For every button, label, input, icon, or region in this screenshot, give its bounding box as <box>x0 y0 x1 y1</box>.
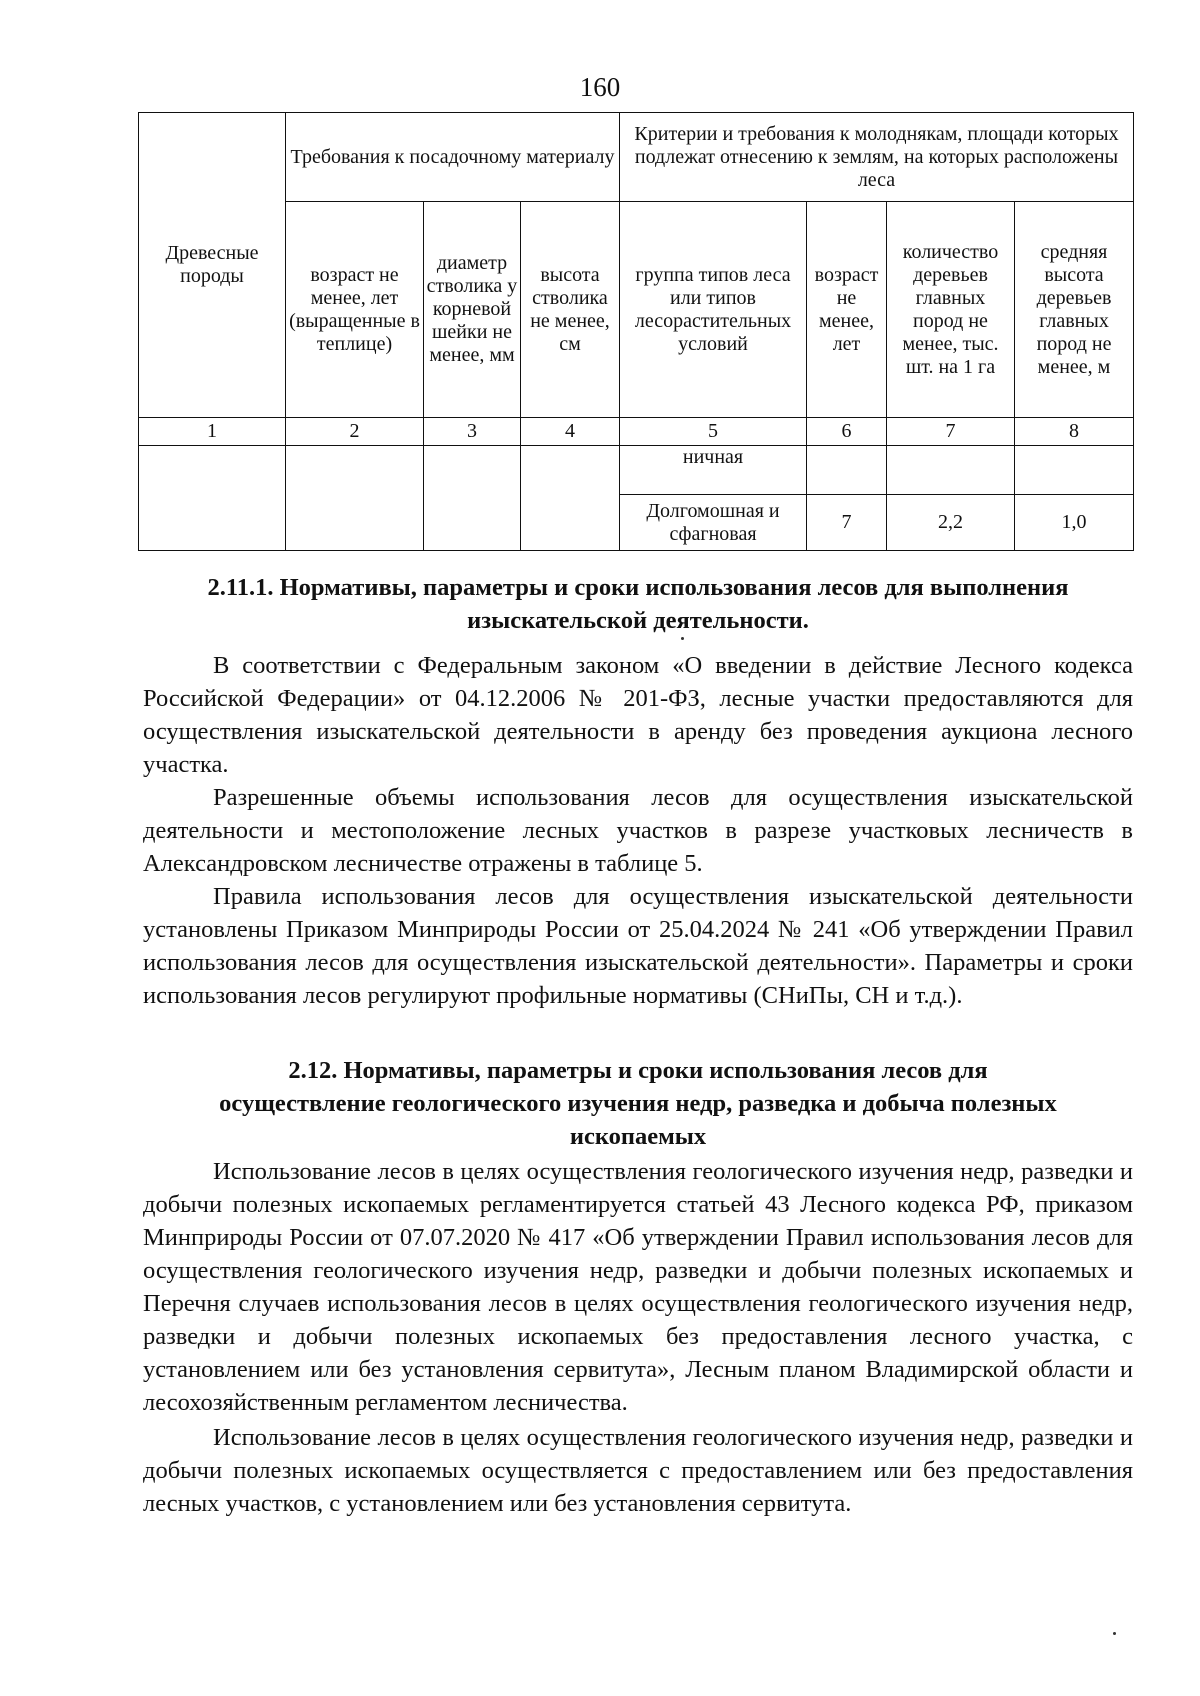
scan-speck <box>1113 1632 1116 1635</box>
column-number: 4 <box>521 418 620 446</box>
paragraph: В соответствии с Федеральным законом «О введении в действие Лесного кодекса Российской Федерации» от 04.12.2006 № 201-ФЗ, лесные участки предоставляются для осуществления изыскательской деятельности в аренду без проведения аукциона лесного участка. <box>143 652 1133 778</box>
scan-speck <box>681 637 684 640</box>
header-forest-type: группа типов леса или типов лесорастительных условий <box>620 202 807 418</box>
header-planting-material: Требования к посадочному материалу <box>286 113 620 202</box>
cell-avg-height <box>1015 446 1134 495</box>
cell-height <box>521 446 620 551</box>
cell-young-age <box>807 446 887 495</box>
cell-species <box>139 446 286 551</box>
column-number: 1 <box>139 418 286 446</box>
cell-forest-type: Долгомошная и сфагновая <box>620 495 807 551</box>
column-number: 5 <box>620 418 807 446</box>
header-diameter: диаметр стволика у корневой шейки не менее, мм <box>424 202 521 418</box>
header-avg-height: средняя высота деревьев главных пород не менее, м <box>1015 202 1134 418</box>
column-number: 7 <box>887 418 1015 446</box>
header-height: высота стволика не менее, см <box>521 202 620 418</box>
paragraph: Использование лесов в целях осуществления геологического изучения недр, разведки и добычи полезных ископаемых осуществляется с предоставлением или без предоставления лесных участков, с установлением или без установления сервитута. <box>143 1424 1133 1517</box>
column-number: 8 <box>1015 418 1134 446</box>
paragraph: Правила использования лесов для осуществления изыскательской деятельности установлены Приказом Минприроды России от 25.04.2024 № 241 «Об утверждении Правил использования лесов для осуществления изыскательской деятельности». Параметры и сроки использования лесов регулируют профильные нормативы (СНиПы, СН и т.д.). <box>143 883 1133 1009</box>
header-row-groups <box>139 113 1134 202</box>
page-number: 160 <box>579 72 621 102</box>
cell-age <box>286 446 424 551</box>
column-number: 3 <box>424 418 521 446</box>
cell-diameter <box>424 446 521 551</box>
header-age: возраст не менее, лет (выращенные в теплице) <box>286 202 424 418</box>
column-numbers-row <box>139 418 1134 446</box>
header-tree-count: количество деревьев главных пород не менее, тыс. шт. на 1 га <box>887 202 1015 418</box>
cell-forest-type: ничная <box>620 446 807 495</box>
norms-table <box>138 112 1134 551</box>
section-heading: 2.11.1. Нормативы, параметры и сроки использования лесов для выполнения изыскательской деятельности. <box>207 574 1069 634</box>
header-young-stands: Критерии и требования к молоднякам, площади которых подлежат отнесению к землям, на которых расположены леса <box>620 113 1134 202</box>
column-number: 2 <box>286 418 424 446</box>
section-heading: 2.12. Нормативы, параметры и сроки использования лесов для осуществление геологического изучения недр, разведка и добыча полезных ископаемых <box>219 1057 1057 1150</box>
cell-tree-count <box>887 446 1015 495</box>
header-species: Древесные породы <box>139 113 286 418</box>
header-young-age: возраст не менее, лет <box>807 202 887 418</box>
cell-avg-height: 1,0 <box>1015 495 1134 551</box>
section-2-12 <box>143 1054 1133 1520</box>
section-2-11-1 <box>143 571 1133 1012</box>
column-number: 6 <box>807 418 887 446</box>
paragraph: Разрешенные объемы использования лесов для осуществления изыскательской деятельности и местоположение лесных участков в разрезе участковых лесничеств в Александровском лесничестве отражены в таблице 5. <box>143 784 1133 877</box>
table-row <box>139 446 1134 495</box>
cell-tree-count: 2,2 <box>887 495 1015 551</box>
cell-young-age: 7 <box>807 495 887 551</box>
header-row-columns <box>139 202 1134 418</box>
paragraph: Использование лесов в целях осуществления геологического изучения недр, разведки и добычи полезных ископаемых регламентируется статьей 43 Лесного кодекса РФ, приказом Минприроды России от 07.07.2020 № 417 «Об утверждении Правил использования лесов для осуществления геологического изучения недр, разведки и добычи полезных ископаемых и Перечня случаев использования лесов в целях осуществления геологического изучения недр, разведки и добычи полезных ископаемых без предоставления лесного участка, с установлением или без установления сервитута», Лесным планом Владимирской области и лесохозяйственным регламентом лесничества. <box>143 1158 1133 1416</box>
